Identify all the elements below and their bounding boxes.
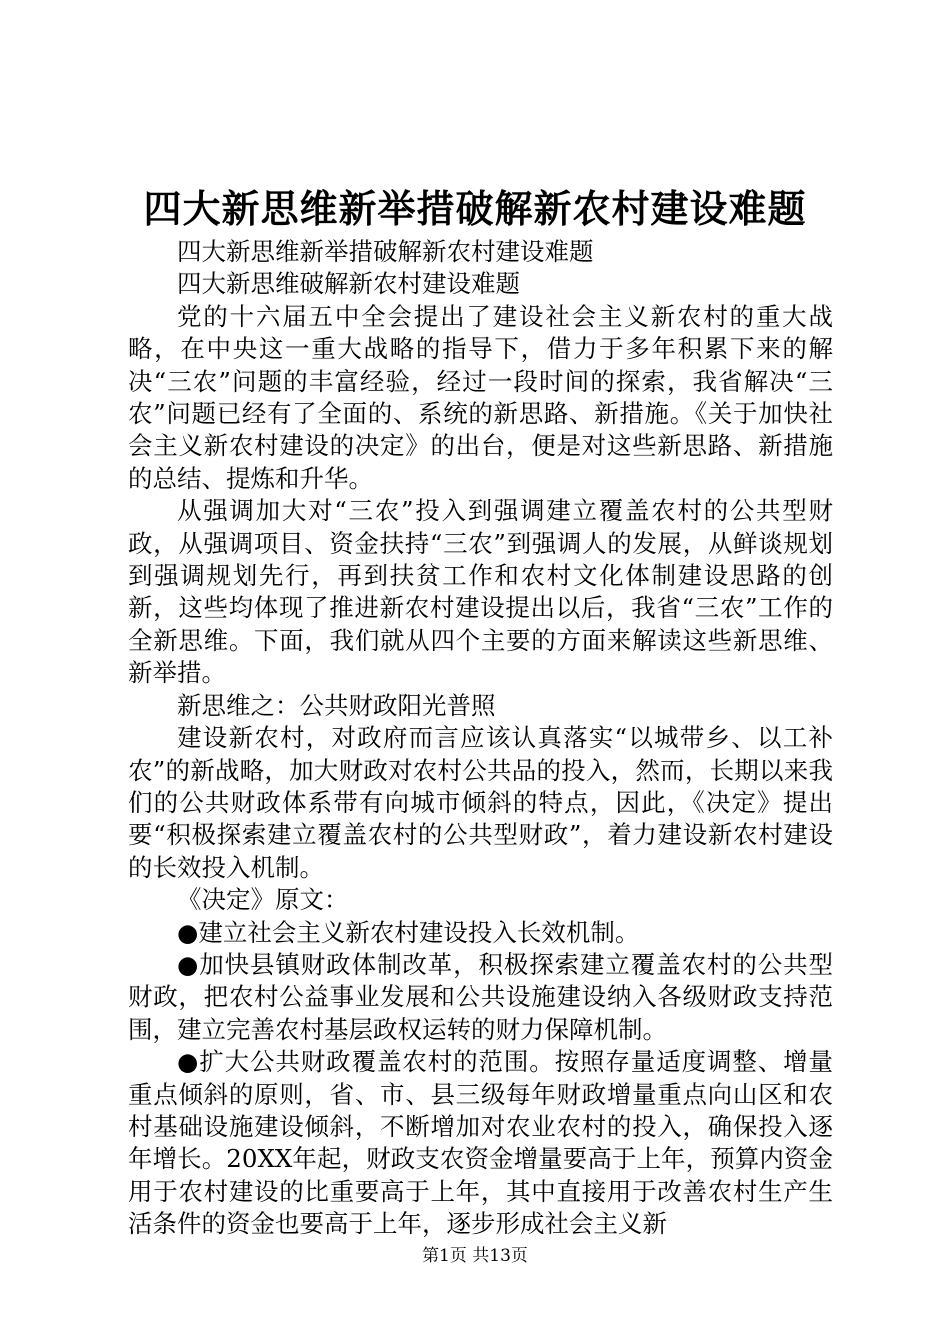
document-body bbox=[128, 236, 833, 1241]
paragraph: 四大新思维破解新农村建设难题 bbox=[177, 269, 520, 299]
bullet-item: ●建立社会主义新农村建设投入长效机制。 bbox=[177, 917, 640, 947]
paragraph: 《决定》原文： bbox=[177, 885, 349, 915]
paragraph: 党的十六届五中全会提出了建设社会主义新农村的重大战略，在中央这一重大战略的指导下，借力于多年积累下来的解决“三农”问题的丰富经验，经过一段时间的探索，我省解决“三农”问题已经有了全面的、系统的新思路、新措施。《关于加快社会主义新农村建设的决定》的出台，便是对这些新思路、新措施的总结、提炼和升华。 bbox=[128, 301, 833, 493]
bullet-item: ●加快县镇财政体制改革，积极探索建立覆盖农村的公共型财政，把农村公益事业发展和公共设施建设纳入各级财政支持范围，建立完善农村基层政权运转的财力保障机制。 bbox=[128, 949, 833, 1044]
bullet-item: ●扩大公共财政覆盖农村的范围。按照存量适度调整、增量重点倾斜的原则，省、市、县三级每年财政增量重点向山区和农村基础设施建设倾斜，不断增加对农业农村的投入，确保投入逐年增长。20XX年起，财政支农资金增量要高于上年，预算内资金用于农村建设的比重要高于上年，其中直接用于改善农村生产生活条件的资金也要高于上年，逐步形成社会主义新 bbox=[128, 1047, 833, 1239]
document-title: 四大新思维新举措破解新农村建设难题 bbox=[143, 186, 807, 231]
section-heading: 新思维之：公共财政阳光普照 bbox=[177, 690, 496, 720]
page-footer: 第1页 共13页 bbox=[422, 1246, 528, 1266]
paragraph: 四大新思维新举措破解新农村建设难题 bbox=[177, 237, 594, 266]
paragraph: 建设新农村，对政府而言应该认真落实“以城带乡、以工补农”的新战略，加大财政对农村公共品的投入，然而，长期以来我们的公共财政体系带有向城市倾斜的特点，因此，《决定》提出要“积极探索建立覆盖农村的公共型财政”，着力建设新农村建设的长效投入机制。 bbox=[128, 723, 833, 882]
paragraph: 从强调加大对“三农”投入到强调建立覆盖农村的公共型财政，从强调项目、资金扶持“三农”到强调人的发展，从鲜谈规划到强调规划先行，再到扶贫工作和农村文化体制建设思路的创新，这些均体现了推进新农村建设提出以后，我省“三农”工作的全新思维。下面，我们就从四个主要的方面来解读这些新思维、新举措。 bbox=[128, 496, 833, 688]
